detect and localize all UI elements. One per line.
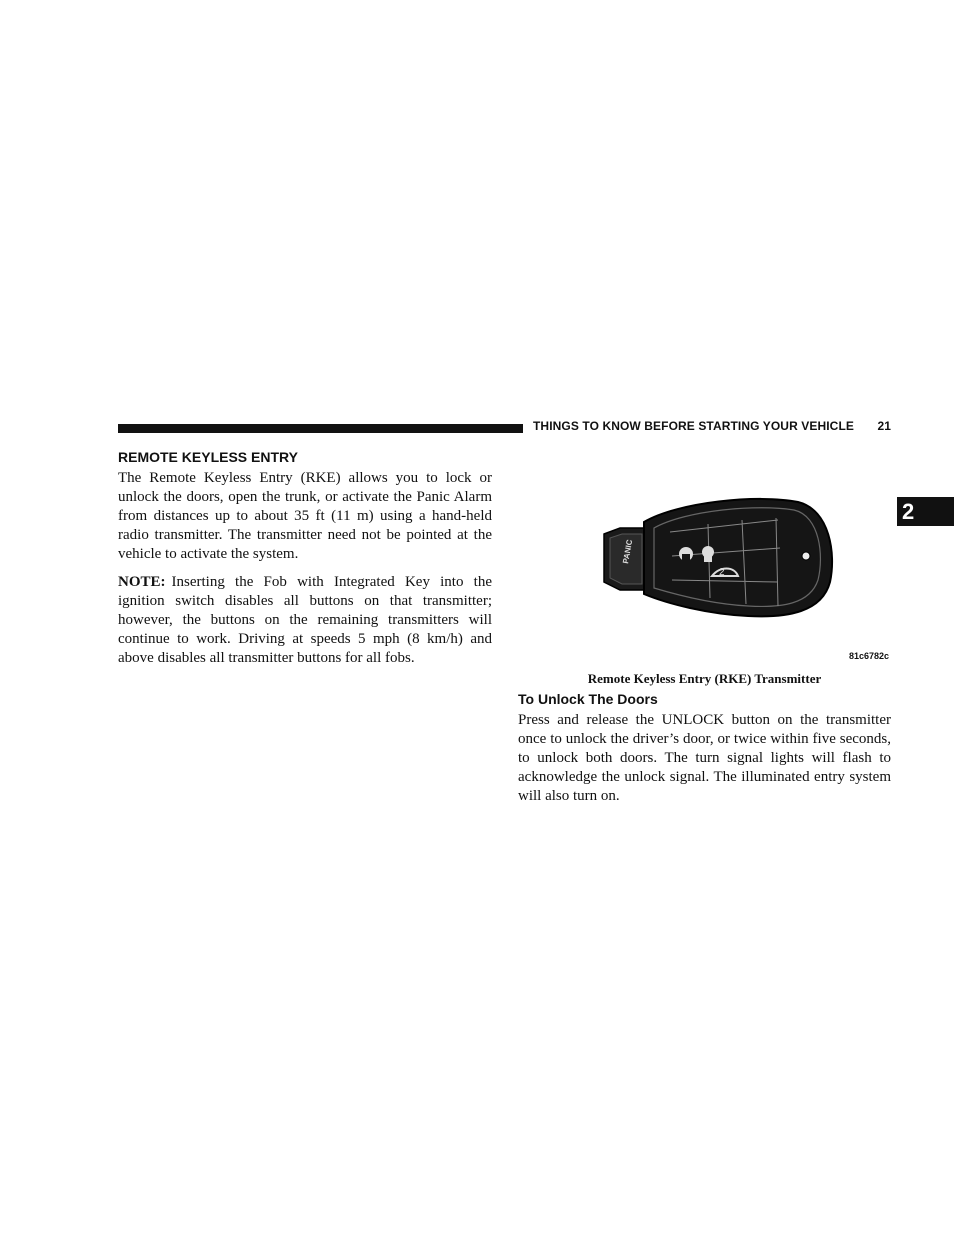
- chapter-tab: 2: [897, 497, 954, 526]
- rke-figure: [518, 480, 891, 690]
- key-fob-illustration: [598, 494, 838, 624]
- figure-caption: Remote Keyless Entry (RKE) Transmitter: [587, 671, 822, 686]
- trunk-button-label: 2: [719, 567, 725, 578]
- panic-label: PANIC: [621, 538, 635, 565]
- note-paragraph: [118, 573, 492, 668]
- running-header: [533, 419, 891, 433]
- unlock-icon: [679, 547, 693, 561]
- unlock-paragraph: Press and release the UNLOCK button on the transmitter once to unlock the driver’s door, or twice within five seconds, to unlock both doors. The turn signal lights will flash to acknowledge the unlock signal. The illuminated entry system will also turn on.: [518, 712, 891, 804]
- page-number: 21: [877, 419, 891, 433]
- section-heading: REMOTE KEYLESS ENTRY: [118, 449, 298, 465]
- led-indicator: [802, 552, 810, 560]
- running-title: THINGS TO KNOW BEFORE STARTING YOUR VEHICLE: [533, 419, 854, 433]
- intro-paragraph: The Remote Keyless Entry (RKE) allows you to lock or unlock the doors, open the trunk, or activate the Panic Alarm from distances up to about 35 ft (11 m) using a hand-held radio transmitter. The transmitter need not be pointed at the vehicle to activate the system.: [118, 470, 492, 562]
- subsection-heading: To Unlock The Doors: [518, 691, 658, 707]
- left-column: [118, 448, 492, 677]
- note-text: Inserting the Fob with Integrated Key into the ignition switch disables all buttons on that transmitter; however, the buttons on the remaining transmitters will continue to work. Driving at speeds 5 mph (8 km/h) and above disables all transmitter buttons for all fobs.: [118, 574, 492, 666]
- note-label: NOTE:: [118, 574, 166, 590]
- header-rule: [118, 424, 523, 433]
- figure-code: 81c6782c: [848, 651, 889, 661]
- right-column: [518, 690, 891, 815]
